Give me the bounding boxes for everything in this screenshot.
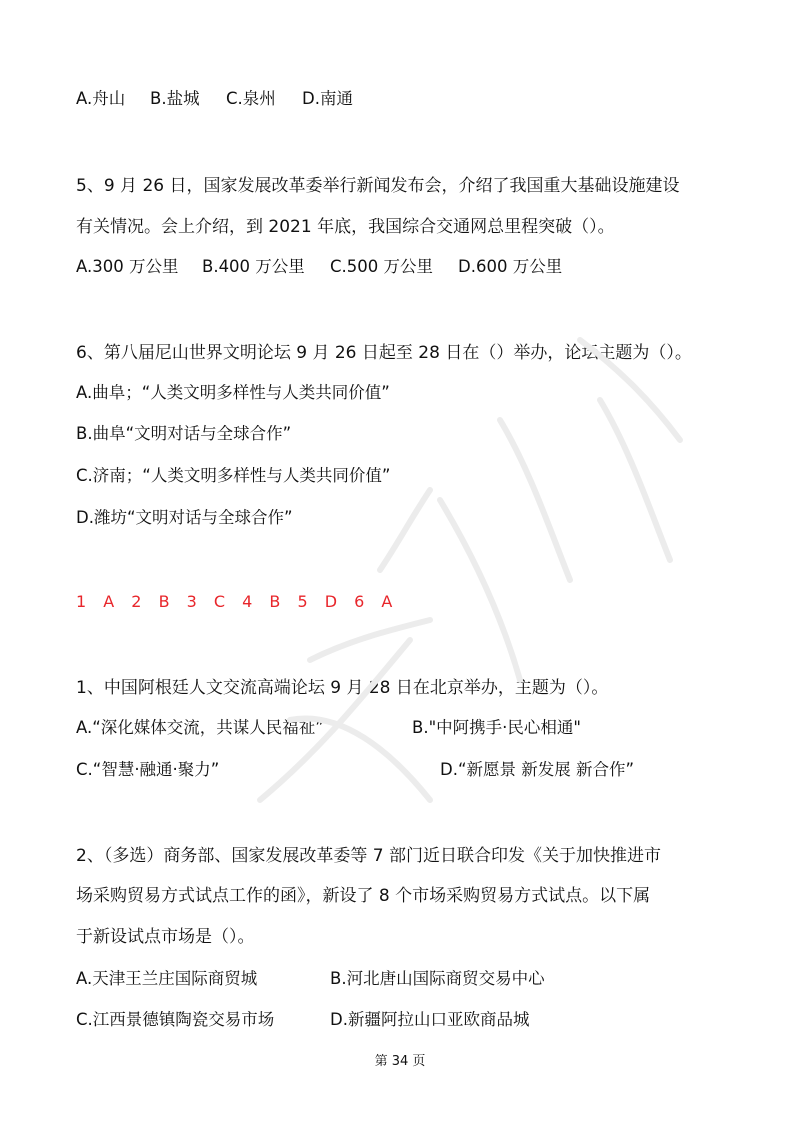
n2-option-b: B.河北唐山国际商贸交易中心 <box>330 969 545 988</box>
q5-stem-line1: 5、9 月 26 日，国家发展改革委举行新闻发布会，介绍了我国重大基础设施建设 <box>76 176 680 196</box>
q4-option-a: A.舟山 <box>76 89 126 108</box>
q4-option-d: D.南通 <box>302 89 353 108</box>
n2-option-d: D.新疆阿拉山口亚欧商品城 <box>330 1010 530 1029</box>
n2-option-c: C.江西景德镇陶瓷交易市场 <box>76 1010 275 1029</box>
q5-option-d: D.600 万公里 <box>458 257 563 276</box>
q6-stem-line1: 6、第八届尼山世界文明论坛 9 月 26 日起至 28 日在（）举办，论坛主题为（）。 <box>76 343 692 363</box>
q6-option-a: A.曲阜；“人类文明多样性与人类共同价值” <box>76 383 390 402</box>
answer-key: 1 A 2 B 3 C 4 B 5 D 6 A <box>76 592 399 611</box>
n1-stem-line1: 1、中国阿根廷人文交流高端论坛 9 月 28 日在北京举办，主题为（）。 <box>76 678 609 698</box>
q4-option-b: B.盐城 <box>150 89 200 108</box>
n2-option-a: A.天津王兰庄国际商贸城 <box>76 969 258 988</box>
q5-option-a: A.300 万公里 <box>76 257 179 276</box>
n2-stem-line2: 场采购贸易方式试点工作的函》，新设了 8 个市场采购贸易方式试点。以下属 <box>76 886 651 906</box>
n1-option-b: B."中阿携手·民心相通" <box>412 718 581 737</box>
q5-option-b: B.400 万公里 <box>202 257 305 276</box>
n1-option-a: A.“深化媒体交流，共谋人民福祉” <box>76 718 324 737</box>
q4-option-c: C.泉州 <box>226 89 276 108</box>
q5-option-c: C.500 万公里 <box>330 257 434 276</box>
q5-stem-line2: 有关情况。会上介绍，到 2021 年底，我国综合交通网总里程突破（）。 <box>76 217 615 237</box>
n1-option-d: D.“新愿景 新发展 新合作” <box>440 760 635 779</box>
n2-stem-line1: 2、（多选）商务部、国家发展改革委等 7 部门近日联合印发《关于加快推进市 <box>76 846 661 866</box>
page-number: 第 34 页 <box>374 1054 426 1069</box>
q6-option-b: B.曲阜“文明对话与全球合作” <box>76 424 292 443</box>
q6-option-d: D.潍坊“文明对话与全球合作” <box>76 508 293 527</box>
q6-option-c: C.济南；“人类文明多样性与人类共同价值” <box>76 466 391 485</box>
n1-option-c: C.“智慧·融通·聚力” <box>76 760 220 779</box>
n2-stem-line3: 于新设试点市场是（）。 <box>76 927 255 947</box>
